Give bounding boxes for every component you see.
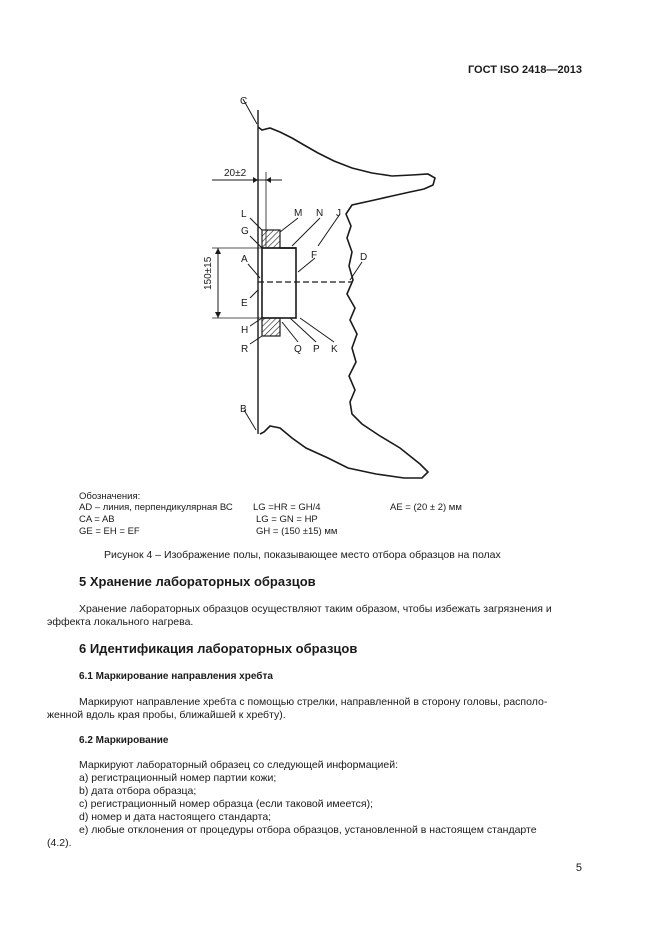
section-6-1-line-2: женной вдоль края пробы, ближайшей к хребту). <box>47 709 286 721</box>
section-6-1-line-1: Маркируют направление хребта с помощью стрелки, направленной в сторону головы, располо- <box>79 696 548 708</box>
hatched-bottom-strip <box>262 318 280 336</box>
list-item: е) любые отклонения от процедуры отбора образцов, установленной в настоящем стандарте <box>79 824 537 836</box>
legend-row2-col1: CA = AB <box>79 514 115 525</box>
legend-title: Обозначения: <box>79 491 141 502</box>
dimension-150: 150±15 <box>203 256 214 290</box>
section-6-2-title: 6.2 Маркирование <box>79 735 169 746</box>
section-6-2-intro: Маркируют лабораторный образец со следующей информацией: <box>79 759 399 771</box>
figure-caption: Рисунок 4 – Изображение полы, показывающее место отбора образцов на полах <box>104 549 501 561</box>
page-number: 5 <box>575 862 582 874</box>
label-c: C <box>240 96 248 107</box>
label-n: N <box>316 208 324 219</box>
section-5-paragraph <box>47 603 582 629</box>
label-j: J <box>336 208 341 219</box>
list-item: с) регистрационный номер образца (если таковой имеется); <box>79 798 373 810</box>
legend-row1-col2: LG =HR = GH/4 <box>253 502 321 513</box>
label-a: A <box>241 254 248 265</box>
label-l: L <box>241 209 247 220</box>
legend-row2-col2: LG = GN = HP <box>256 514 318 525</box>
list-item-tail: (4.2). <box>47 837 72 849</box>
label-e: E <box>241 298 248 309</box>
legend-row1-col1: AD – линия, перпендикулярная ВС <box>79 502 233 513</box>
hatched-top-strip <box>262 230 280 248</box>
label-k: K <box>331 344 338 355</box>
section-5-title: 5 Хранение лабораторных образцов <box>79 574 316 589</box>
label-b: B <box>240 404 247 415</box>
list-item: b) дата отбора образца; <box>79 785 197 797</box>
legend-row3-col1: GE = EH = EF <box>79 526 140 537</box>
section-6-2-list <box>47 759 582 850</box>
label-g: G <box>241 226 249 237</box>
section-6-1-title: 6.1 Маркирование направления хребта <box>79 671 273 682</box>
hide-outline <box>258 127 435 478</box>
label-q: Q <box>294 344 302 355</box>
dimension-20: 20±2 <box>224 168 247 179</box>
label-h: H <box>241 325 249 336</box>
document-code: ГОСТ ISO 2418—2013 <box>467 64 582 76</box>
section-6-1-paragraph <box>47 696 582 722</box>
sample-rectangle <box>262 248 296 318</box>
legend-row1-col3: AE = (20 ± 2) мм <box>390 502 462 513</box>
section-6-title: 6 Идентификация лабораторных образцов <box>79 641 358 656</box>
section-5-line-1: Хранение лабораторных образцов осуществляют таким образом, чтобы избежать загрязнения и <box>79 603 552 615</box>
list-item: d) номер и дата настоящего стандарта; <box>79 811 272 823</box>
label-m: M <box>294 208 303 219</box>
label-f: F <box>311 250 318 261</box>
list-item: а) регистрационный номер партии кожи; <box>79 772 277 784</box>
label-p: P <box>313 344 320 355</box>
section-5-line-2: эффекта локального нагрева. <box>47 616 194 628</box>
label-r: R <box>241 344 249 355</box>
label-d: D <box>360 252 368 263</box>
legend-row3-col2: GH = (150 ±15) мм <box>256 526 338 537</box>
